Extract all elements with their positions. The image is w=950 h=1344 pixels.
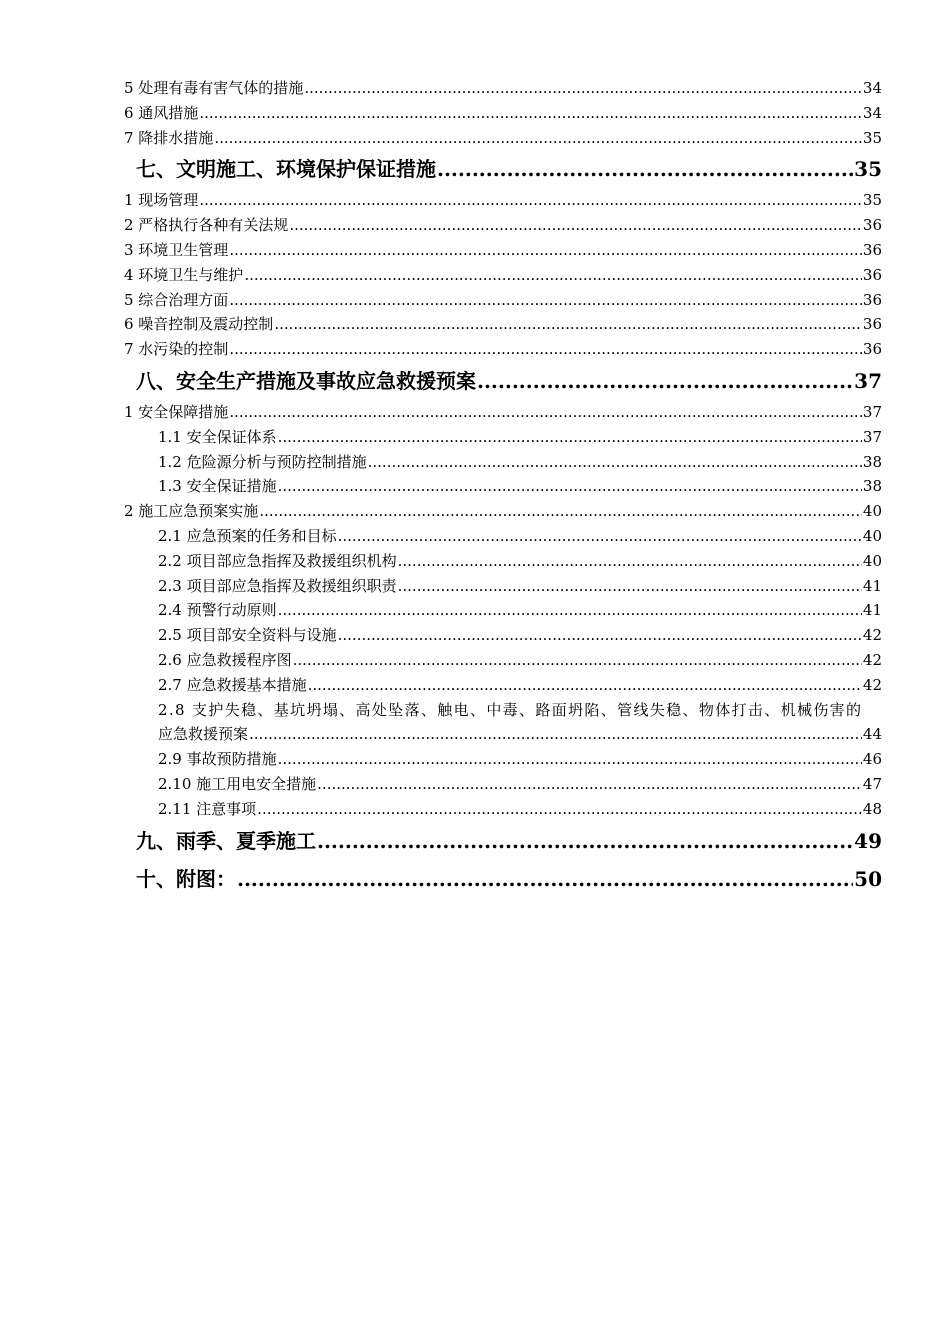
toc-entry[interactable] [124, 263, 882, 288]
toc-entry-page: 34 [862, 79, 882, 97]
toc-entry-page: 48 [862, 799, 882, 818]
dot-leader [278, 598, 862, 623]
toc-chapter-title: 七、文明施工、环境保护保证措施 [136, 157, 436, 182]
toc-subentry[interactable] [124, 648, 882, 673]
dot-leader [308, 673, 862, 698]
toc-subentry[interactable] [124, 524, 882, 549]
toc-entry-title: 2.1 应急预案的任务和目标 [158, 526, 337, 545]
toc-subentry[interactable] [124, 673, 882, 698]
toc-entry-page: 46 [862, 750, 882, 769]
toc-entry[interactable] [124, 288, 882, 313]
toc-entry-title: 5 处理有毒有害气体的措施 [124, 79, 304, 97]
toc-entry[interactable] [124, 238, 882, 263]
toc-entry-page: 36 [862, 290, 882, 309]
toc-entry[interactable] [124, 213, 882, 238]
toc-entry-title: 1 安全保障措施 [124, 402, 229, 421]
toc-entry-title: 2.4 预警行动原则 [158, 601, 277, 620]
toc-entry-page: 42 [862, 650, 882, 669]
dot-leader [289, 213, 862, 238]
toc-entry-title: 2.6 应急救援程序图 [158, 650, 292, 669]
toc-chapter-page: 50 [854, 866, 882, 891]
toc-entry-page: 42 [862, 675, 882, 694]
dot-leader [437, 150, 853, 188]
toc-entry-page: 35 [862, 128, 882, 147]
toc-entry-title: 7 降排水措施 [124, 128, 214, 147]
toc-entry-title: 1.1 安全保证体系 [158, 427, 277, 446]
toc-entry-title: 2.9 事故预防措施 [158, 750, 277, 769]
toc-chapter-title: 十、附图： [136, 866, 236, 891]
toc-entry-title: 2.7 应急救援基本措施 [158, 675, 307, 694]
toc-subentry[interactable] [124, 450, 882, 475]
dot-leader [293, 648, 862, 673]
toc-entry-title-line1: 2.8 支护失稳、基坑坍塌、高处坠落、触电、中毒、路面坍陷、管线失稳、物体打击、机械伤害的 [158, 700, 863, 719]
toc-subentry[interactable] [124, 772, 882, 797]
dot-leader [304, 76, 862, 101]
dot-leader [317, 822, 853, 860]
toc-entry-title: 2.3 项目部应急指挥及救援组织职责 [158, 576, 397, 595]
toc-entry-page: 36 [862, 340, 882, 359]
toc-entry-page: 36 [862, 216, 882, 235]
toc-entry-title: 2.2 项目部应急指挥及救援组织机构 [158, 551, 397, 570]
dot-leader [237, 860, 853, 898]
toc-entry-page: 44 [862, 725, 882, 744]
toc-entry-title: 1 现场管理 [124, 191, 199, 210]
toc-entry-title: 2.10 施工用电安全措施 [158, 774, 317, 793]
toc-subentry[interactable] [124, 574, 882, 599]
toc-subentry[interactable] [124, 474, 882, 499]
toc-chapter-title: 九、雨季、夏季施工 [136, 828, 316, 853]
dot-leader [214, 126, 862, 151]
toc-entry-page: 36 [862, 240, 882, 259]
toc-entry-title: 5 综合治理方面 [124, 290, 229, 309]
dot-leader [398, 549, 862, 574]
toc-subentry[interactable] [124, 598, 882, 623]
toc-entry-page: 38 [862, 452, 882, 471]
toc-chapter-page: 35 [854, 157, 882, 182]
toc-entry[interactable] [124, 188, 882, 213]
toc-chapter-heading[interactable] [124, 860, 882, 898]
toc-entry-title: 2 施工应急预案实施 [124, 502, 259, 521]
toc-entry-title: 2.11 注意事项 [158, 799, 257, 818]
toc-entry[interactable] [124, 126, 882, 151]
dot-leader [278, 425, 862, 450]
toc-entry-title: 7 水污染的控制 [124, 340, 229, 359]
table-of-contents [124, 76, 882, 898]
toc-chapter-heading[interactable] [124, 362, 882, 400]
toc-entry-page: 40 [862, 502, 882, 521]
toc-chapter-heading[interactable] [124, 150, 882, 188]
toc-chapter-page: 37 [854, 368, 882, 393]
toc-entry-title: 6 噪音控制及震动控制 [124, 315, 274, 334]
dot-leader [278, 747, 862, 772]
toc-entry[interactable] [124, 101, 882, 126]
dot-leader [199, 188, 862, 213]
toc-entry-title: 1.3 安全保证措施 [158, 477, 277, 496]
toc-entry-title: 3 环境卫生管理 [124, 240, 229, 259]
dot-leader [398, 574, 862, 599]
toc-chapter-heading[interactable] [124, 822, 882, 860]
toc-subentry[interactable] [124, 797, 882, 822]
dot-leader [244, 263, 862, 288]
toc-entry-page: 41 [862, 576, 882, 595]
dot-leader [229, 400, 862, 425]
toc-entry[interactable] [124, 400, 882, 425]
toc-subentry[interactable] [124, 549, 882, 574]
toc-entry-page: 36 [862, 315, 882, 334]
toc-entry-page: 34 [862, 103, 882, 122]
dot-leader [229, 288, 862, 313]
toc-entry-page: 37 [862, 427, 882, 446]
toc-entry-title: 2.5 项目部安全资料与设施 [158, 626, 337, 645]
dot-leader [274, 312, 862, 337]
toc-entry-title: 2 严格执行各种有关法规 [124, 216, 289, 235]
toc-entry-title: 1.2 危险源分析与预防控制措施 [158, 452, 367, 471]
dot-leader [477, 362, 853, 400]
dot-leader [199, 101, 862, 126]
dot-leader [338, 623, 862, 648]
toc-entry-page: 37 [862, 402, 882, 421]
toc-subentry-multiline[interactable] [124, 698, 882, 748]
toc-entry-page: 42 [862, 626, 882, 645]
toc-entry-page: 40 [862, 551, 882, 570]
toc-entry-page: 36 [862, 265, 882, 284]
dot-leader [317, 772, 862, 797]
toc-entry[interactable] [124, 337, 882, 362]
toc-entry-page: 40 [862, 526, 882, 545]
dot-leader [338, 524, 862, 549]
dot-leader [259, 499, 862, 524]
toc-chapter-title: 八、安全生产措施及事故应急救援预案 [136, 368, 476, 393]
toc-entry[interactable] [124, 499, 882, 524]
toc-entry-title: 6 通风措施 [124, 103, 199, 122]
dot-leader [229, 238, 862, 263]
dot-leader [229, 337, 862, 362]
toc-subentry[interactable] [124, 623, 882, 648]
toc-subentry[interactable] [124, 425, 882, 450]
toc-entry-title-line2: 应急救援预案 [158, 725, 249, 744]
dot-leader [368, 450, 862, 475]
toc-entry-page: 47 [862, 774, 882, 793]
toc-entry-title: 4 环境卫生与维护 [124, 265, 244, 284]
toc-entry-page: 35 [862, 191, 882, 210]
toc-entry-page: 41 [862, 601, 882, 620]
dot-leader [249, 722, 862, 747]
toc-subentry[interactable] [124, 747, 882, 772]
dot-leader [257, 797, 862, 822]
dot-leader [278, 474, 862, 499]
toc-entry[interactable] [124, 312, 882, 337]
toc-entry-page: 38 [862, 477, 882, 496]
toc-chapter-page: 49 [854, 828, 882, 853]
toc-entry[interactable] [124, 76, 882, 101]
